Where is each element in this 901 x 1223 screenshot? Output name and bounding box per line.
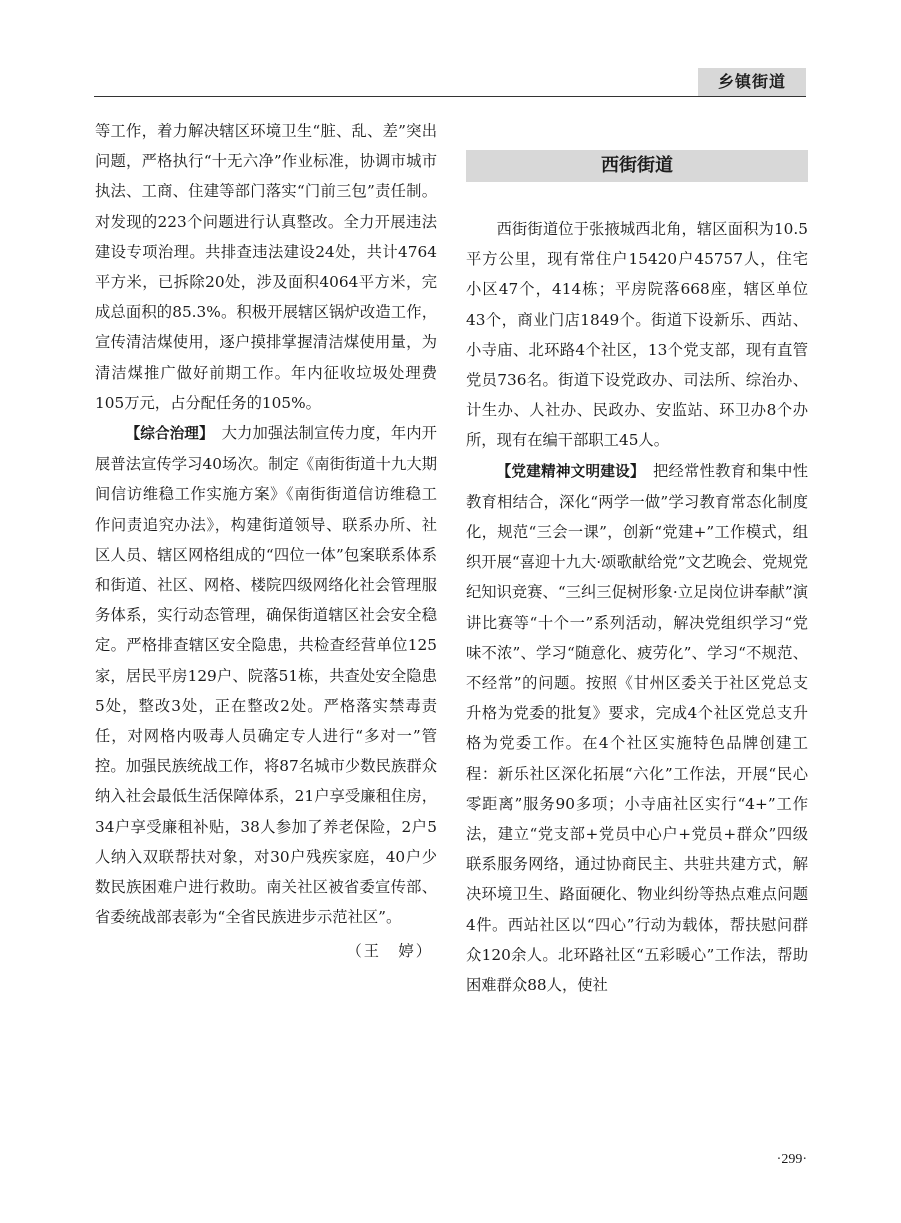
page-number: ·299· [776,1152,807,1167]
section-header-tag: 乡镇街道 [698,68,806,96]
left-column [95,116,437,967]
left-paragraph-2-text: 大力加强法制宣传力度，年内开展普法宣传学习40场次。制定《南街街道十九大期间信访维稳工作实施方案》《南街街道信访维稳工作问责追究办法》，构建街道领导、联系办所、社区人员、辖区网格组成的“四位一体”包案联系体系和街道、社区、网格、楼院四级网络化社会管理服务体系，实行动态管理，确保街道辖区社会安全稳定。严格排查辖区安全隐患，共检查经营单位125家，居民平房129户、院落51栋，共查处安全隐患5处，整改3处，正在整改2处。严格落实禁毒责任，对网格内吸毒人员确定专人进行“多对一”管控。加强民族统战工作，将87名城市少数民族群众纳入社会最低生活保障体系，21户享受廉租住房，34户享受廉租补贴，38人参加了养老保险，2户5人纳入双联帮扶对象，对30户残疾家庭，40户少数民族困难户进行救助。南关社区被省委宣传部、省委统战部表彰为“全省民族进步示范社区”。 [95,424,437,927]
keyword-party-building: 【党建精神文明建设】 [496,462,645,480]
author-signature: （王 婷） [346,942,433,961]
header-rule [94,96,806,97]
left-paragraph-1: 等工作，着力解决辖区环境卫生“脏、乱、差”突出问题，严格执行“十无六净”作业标准，协调市城市执法、工商、住建等部门落实“门前三包”责任制。对发现的223个问题进行认真整改。全力开展违法建设专项治理。共排查违法建设24处，共计4764平方米，已拆除20处，涉及面积4064平方米，完成总面积的85.3%。积极开展辖区锅炉改造工作，宣传清洁煤使用，逐户摸排掌握清洁煤使用量，为清洁煤推广做好前期工作。年内征收垃圾处理费105万元，占分配任务的105%。 [95,122,437,412]
right-paragraph-2 [466,456,808,1001]
right-paragraph-1: 西街街道位于张掖城西北角，辖区面积为10.5平方公里，现有常住户15420户45757人，住宅小区47个，414栋；平房院落668座，辖区单位43个，商业门店1849个。街道下设新乐、西站、小寺庙、北环路4个社区，13个党支部，现有直管党员736名。街道下设党政办、司法所、综治办、计生办、人社办、民政办、安监站、环卫办8个办所，现有在编干部职工45人。 [466,220,808,450]
right-paragraph-2-text: 把经常性教育和集中性教育相结合，深化“两学一做”学习教育常态化制度化，规范“三会一课”，创新“党建+”工作模式，组织开展“喜迎十九大·颂歌献给党”文艺晚会、党规党纪知识竞赛、“三纠三促树形象·立足岗位讲奉献”演讲比赛等“十个一”系列活动，解决党组织学习“党味不浓”、学习“随意化、疲劳化”、学习“不规范、不经常”的问题。按照《甘州区委关于社区党总支升格为党委的批复》要求，完成4个社区党总支升格为党委工作。在4个社区实施特色品牌创建工程：新乐社区深化拓展“六化”工作法，开展“民心零距离”服务90多项；小寺庙社区实行“4+”工作法，建立“党支部+党员中心户+党员+群众”四级联系服务网络，通过协商民主、共驻共建方式，解决环境卫生、路面硬化、物业纠纷等热点难点问题4件。西站社区以“四心”行动为载体，帮扶慰问群众120余人。北环路社区“五彩暖心”工作法，帮助困难群众88人，使社 [466,461,808,995]
right-column [466,150,808,1000]
keyword-comprehensive-governance: 【综合治理】 [125,425,214,443]
left-paragraph-2 [95,418,437,932]
article-title: 西街街道 [466,150,808,182]
